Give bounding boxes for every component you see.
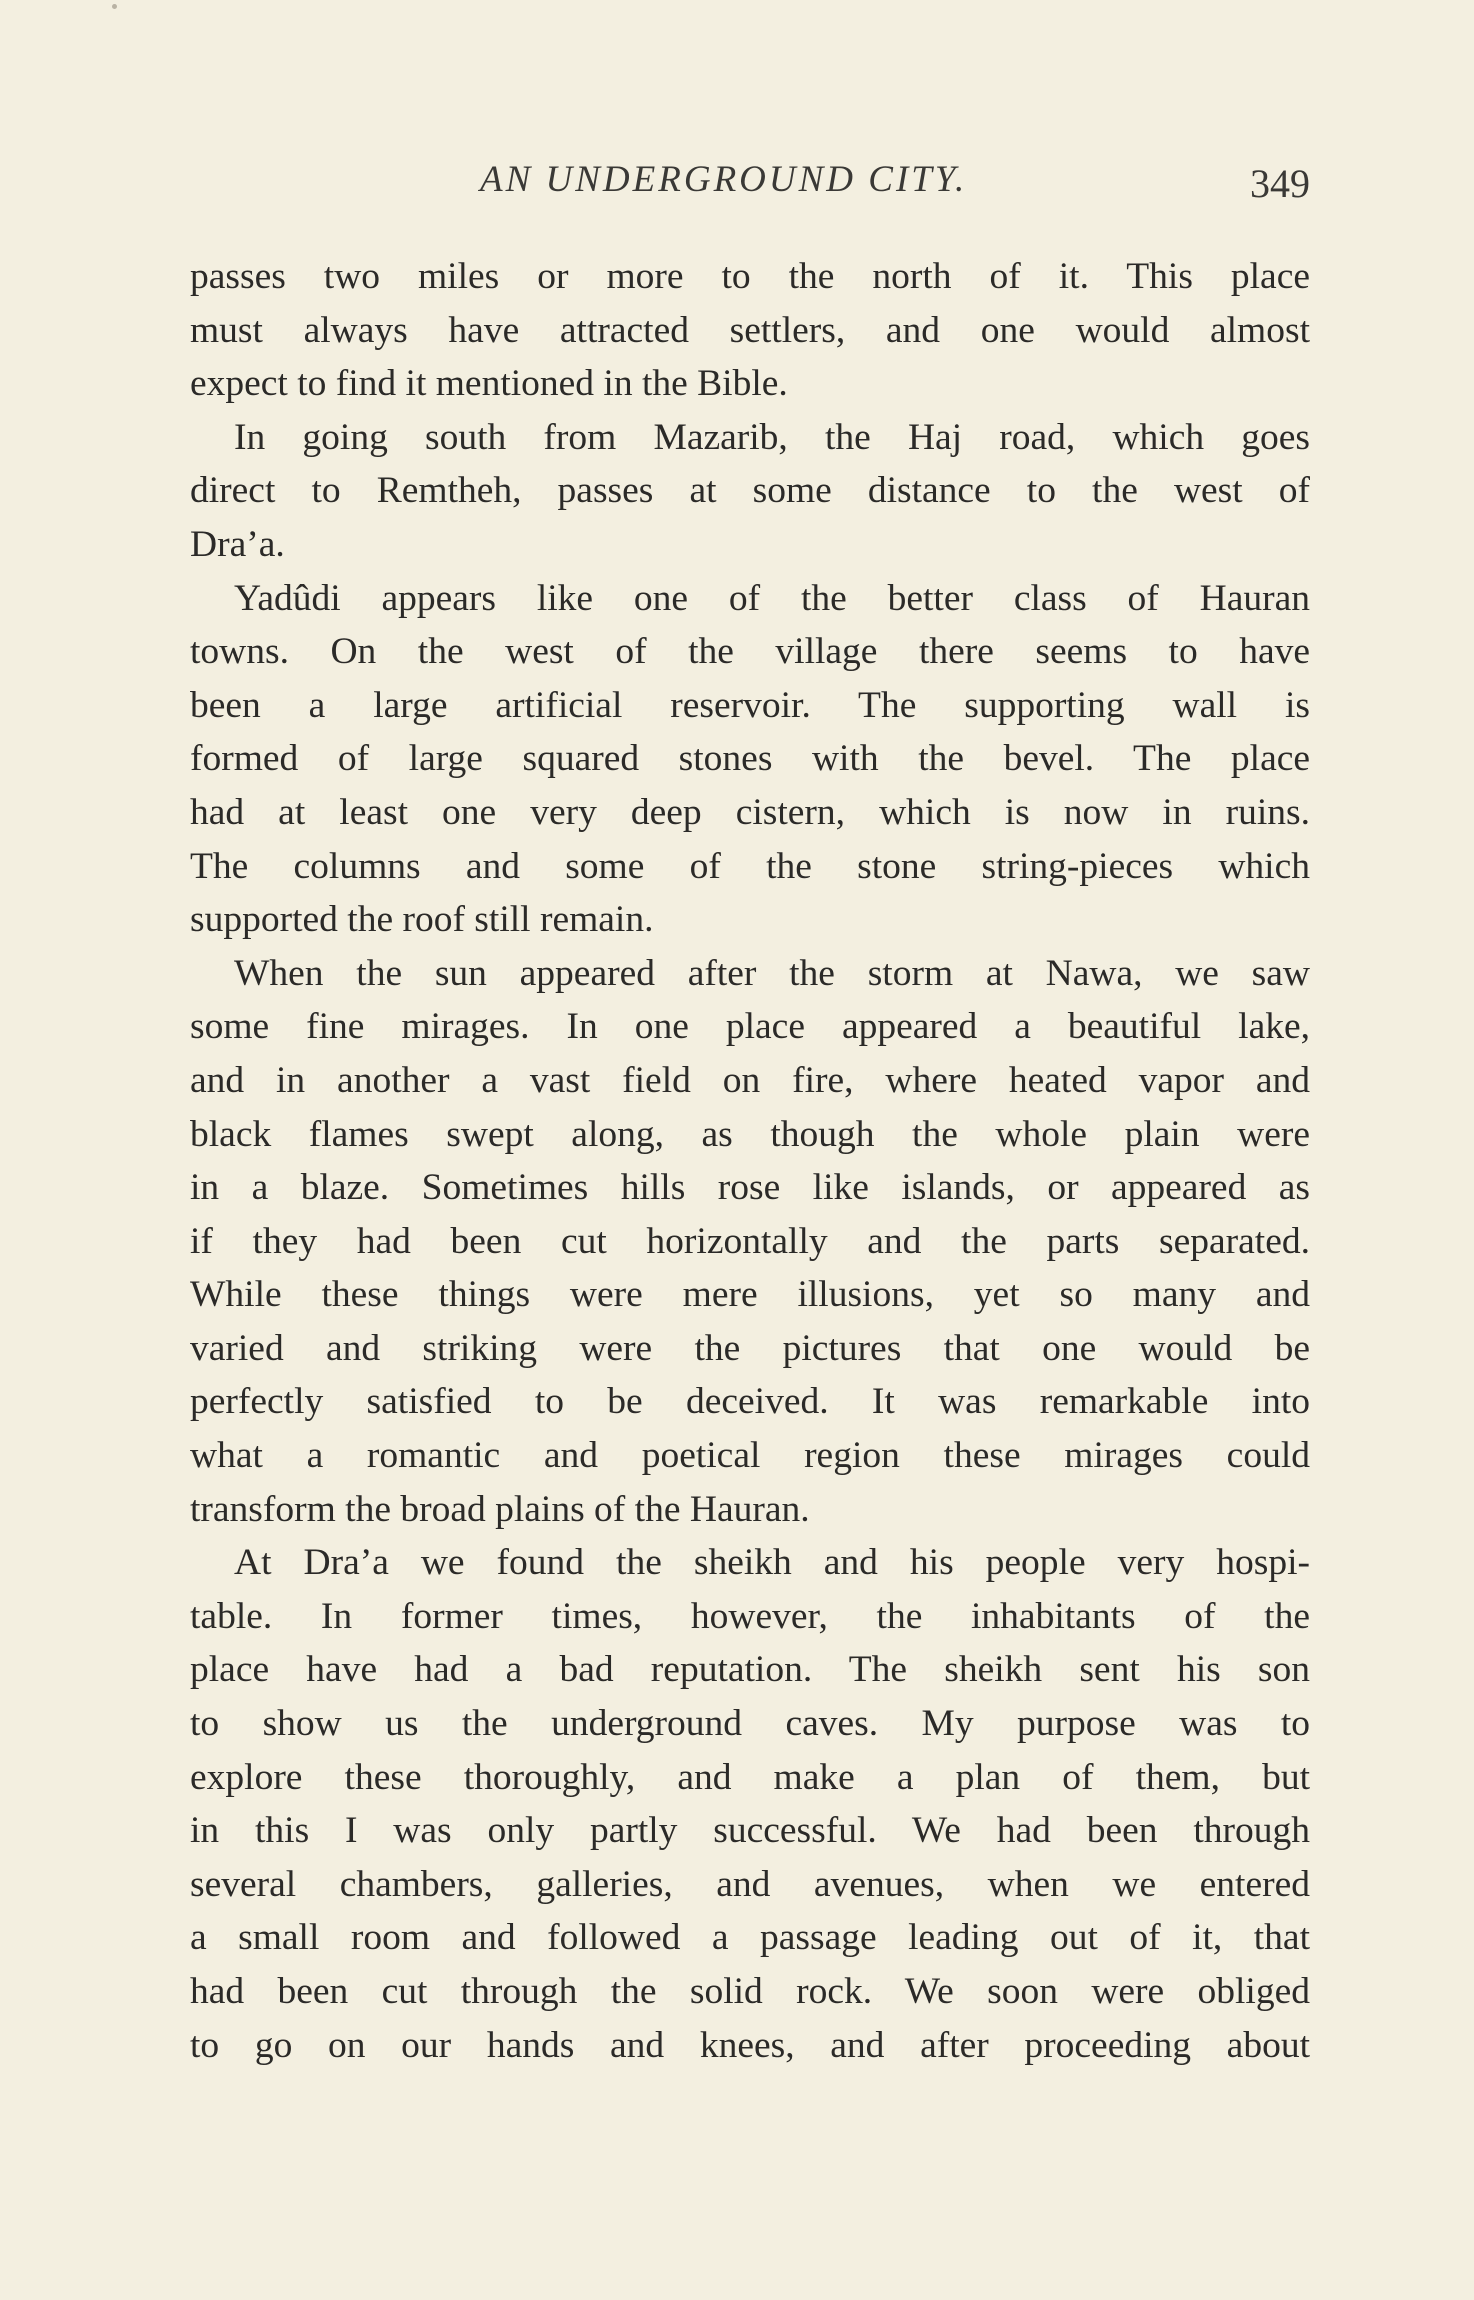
text-line: perfectly satisfied to be deceived. It was remarkable into xyxy=(190,1381,1310,1423)
text-line: varied and striking were the pictures that one would be xyxy=(190,1327,1310,1369)
body-text xyxy=(190,250,1310,2072)
text-line: direct to Remtheh, passes at some distance to the west of xyxy=(190,470,1310,512)
text-line: expect to find it mentioned in the Bible. xyxy=(190,363,788,405)
text-line: in a blaze. Sometimes hills rose like islands, or appeared as xyxy=(190,1167,1310,1209)
text-line: been a large artificial reservoir. The supporting wall is xyxy=(190,684,1310,726)
text-line: black flames swept along, as though the whole plain were xyxy=(190,1113,1310,1155)
text-line: what a romantic and poetical region these mirages could xyxy=(190,1435,1310,1477)
paragraph xyxy=(190,947,1310,1537)
text-line: At Dra’a we found the sheikh and his people very hospi- xyxy=(234,1542,1310,1584)
text-line: When the sun appeared after the storm at Nawa, we saw xyxy=(234,952,1310,994)
text-line: in this I was only partly successful. We had been through xyxy=(190,1810,1310,1852)
text-line: several chambers, galleries, and avenues, when we entered xyxy=(190,1863,1310,1905)
text-line: In going south from Mazarib, the Haj road, which goes xyxy=(234,416,1310,458)
text-line: towns. On the west of the village there seems to have xyxy=(190,631,1310,673)
text-line: to show us the underground caves. My purpose was to xyxy=(190,1703,1310,1745)
text-line: and in another a vast field on fire, where heated vapor and xyxy=(190,1059,1310,1101)
text-line: The columns and some of the stone string-pieces which xyxy=(190,845,1310,887)
text-line: While these things were mere illusions, yet so many and xyxy=(190,1274,1310,1316)
text-line: transform the broad plains of the Hauran. xyxy=(190,1488,810,1530)
speck-mark xyxy=(112,4,117,9)
running-title: AN UNDERGROUND CITY. xyxy=(480,159,968,200)
text-line: had been cut through the solid rock. We soon were obliged xyxy=(190,1971,1310,2012)
text-line: supported the roof still remain. xyxy=(190,899,654,941)
text-line: formed of large squared stones with the bevel. The place xyxy=(190,738,1310,780)
paragraph xyxy=(190,572,1310,947)
running-head xyxy=(190,158,1310,218)
text-line: table. In former times, however, the inhabitants of the xyxy=(190,1595,1310,1637)
text-line: some fine mirages. In one place appeared a beautiful lake, xyxy=(190,1006,1310,1048)
text-line: explore these thoroughly, and make a plan of them, but xyxy=(190,1756,1310,1798)
text-line: had at least one very deep cistern, which is now in ruins. xyxy=(190,791,1310,833)
paragraph xyxy=(190,411,1310,572)
text-line: a small room and followed a passage leading out of it, that xyxy=(190,1917,1310,1959)
page-number: 349 xyxy=(1250,161,1310,206)
text-line: Dra’a. xyxy=(190,523,285,565)
text-line: place have had a bad reputation. The sheikh sent his son xyxy=(190,1649,1310,1691)
paragraph xyxy=(190,1536,1310,2072)
text-line: to go on our hands and knees, and after proceeding about xyxy=(190,2024,1310,2066)
text-line: Yadûdi appears like one of the better class of Hauran xyxy=(234,577,1310,619)
text-line: must always have attracted settlers, and one would almost xyxy=(190,309,1310,351)
paragraph xyxy=(190,250,1310,411)
text-line: passes two miles or more to the north of it. This place xyxy=(190,256,1310,297)
text-line: if they had been cut horizontally and the parts separated. xyxy=(190,1220,1310,1262)
